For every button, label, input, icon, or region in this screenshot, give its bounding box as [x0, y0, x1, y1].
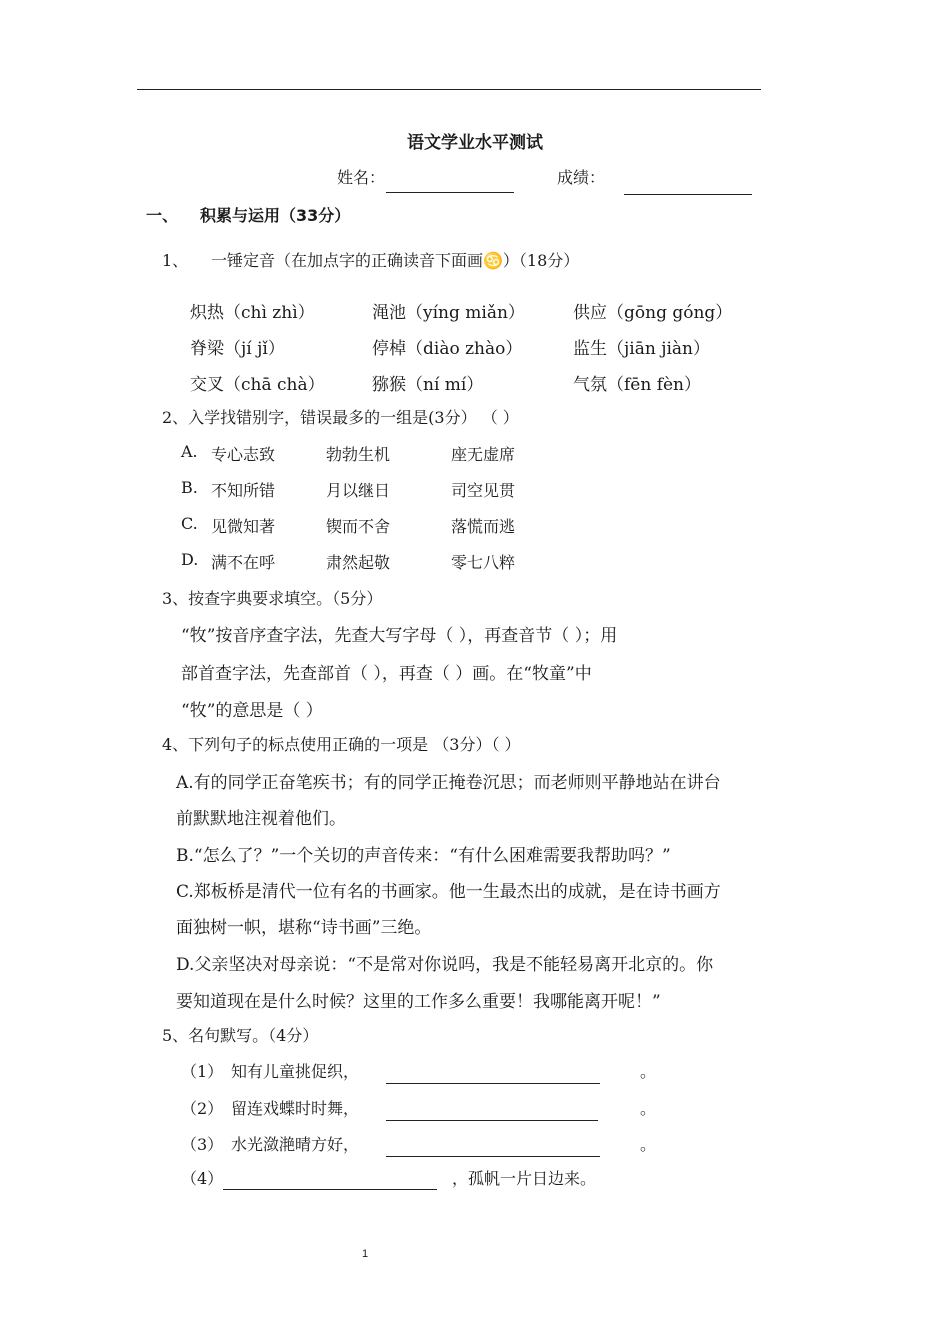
section-number: 一、 [146, 206, 179, 225]
score-blank[interactable] [624, 194, 752, 195]
q2-option-label: A. [181, 442, 198, 461]
q5-item-number: （3） [181, 1135, 224, 1154]
q1-item: 脊梁（jí jǐ） [190, 339, 285, 359]
q2-stem: 2、入学找错别字，错误最多的一组是(3分） （ ） [162, 408, 519, 427]
q4-line: 要知道现在是什么时候？这里的工作多么重要！我哪能离开呢！” [176, 992, 661, 1012]
section-title: 积累与运用（33分） [200, 206, 351, 225]
score-label: 成绩： [557, 168, 606, 187]
q2-option-label: B. [181, 478, 198, 497]
q2-option-word: 专心志致 [211, 445, 276, 464]
q5-item-number: （2） [181, 1099, 224, 1118]
q5-item-text: ，孤帆一片日边来。 [452, 1169, 597, 1188]
q2-option-word: 见微知著 [211, 517, 276, 536]
q4-line: 面独树一帜，堪称“诗书画”三绝。 [176, 918, 432, 938]
q3-stem: 3、按查字典要求填空。（5分） [162, 589, 383, 608]
q5-answer-blank[interactable] [386, 1083, 600, 1084]
q1-item: 监生（jiān jiàn） [573, 339, 710, 359]
q5-item-number: （4） [181, 1169, 224, 1188]
q1-stem: 一锤定音（在加点字的正确读音下面画♋）（18分） [211, 251, 580, 270]
q2-option-word: 月以继日 [326, 481, 391, 500]
q2-option-word: 不知所错 [211, 481, 276, 500]
q4-stem: 4、下列句子的标点使用正确的一项是 （3分）（ ） [162, 735, 521, 754]
q2-option-label: D. [181, 550, 199, 569]
q5-item-end: 。 [640, 1135, 657, 1154]
q5-item-end: 。 [640, 1062, 657, 1081]
q4-line: A.有的同学正奋笔疾书；有的同学正掩卷沉思；而老师则平静地站在讲台 [176, 773, 721, 793]
q1-number: 1、 [162, 251, 189, 270]
q3-line: “牧”的意思是（ ） [181, 701, 323, 721]
q2-option-label: C. [181, 514, 198, 533]
q2-option-word: 满不在呼 [211, 553, 276, 572]
q1-item: 供应（gōng góng） [573, 303, 733, 323]
q2-option-word: 座无虚席 [451, 445, 516, 464]
q2-option-word: 锲而不舍 [326, 517, 391, 536]
q1-item: 渑池（yíng miǎn） [372, 303, 525, 323]
q1-item: 交叉（chā chà） [190, 375, 325, 395]
q5-stem: 5、名句默写。（4分） [162, 1026, 319, 1045]
q5-item-text: 知有儿童挑促织， [231, 1062, 360, 1081]
q5-answer-blank[interactable] [223, 1189, 437, 1190]
q4-line: C.郑板桥是清代一位有名的书画家。他一生最杰出的成就，是在诗书画方 [176, 882, 721, 902]
header-rule [137, 89, 761, 90]
page-title: 语文学业水平测试 [407, 133, 543, 153]
q2-option-word: 落慌而逃 [451, 517, 516, 536]
q2-option-word: 司空见贯 [451, 481, 516, 500]
q5-item-number: （1） [181, 1062, 224, 1081]
q4-line: D.父亲坚决对母亲说：“不是常对你说吗，我是不能轻易离开北京的。你 [176, 955, 714, 975]
q2-option-word: 勃勃生机 [326, 445, 391, 464]
q5-item-text: 留连戏蝶时时舞， [231, 1099, 360, 1118]
q1-item: 气氛（fēn fèn） [573, 375, 702, 395]
q1-item: 猕猴（ní mí） [372, 375, 484, 395]
q5-item-end: 。 [640, 1099, 657, 1118]
q4-line: B.“怎么了？”一个关切的声音传来：“有什么困难需要我帮助吗？” [176, 846, 671, 866]
q3-line: “牧”按音序查字法，先查大写字母（ ），再查音节（ ）；用 [181, 626, 618, 646]
q5-answer-blank[interactable] [386, 1120, 598, 1121]
q1-item: 停棹（diào zhào） [372, 339, 523, 359]
q3-line: 部首查字法，先查部首（ ），再查（ ）画。在“牧童”中 [181, 664, 592, 684]
q5-answer-blank[interactable] [386, 1156, 600, 1157]
q4-line: 前默默地注视着他们。 [176, 809, 346, 829]
name-label: 姓名： [337, 168, 386, 187]
q5-item-text: 水光潋滟晴方好， [231, 1135, 360, 1154]
q1-item: 炽热（chì zhì） [190, 303, 315, 323]
page-number: 1 [361, 1248, 369, 1260]
name-blank[interactable] [386, 192, 514, 193]
q2-option-word: 肃然起敬 [326, 553, 391, 572]
q2-option-word: 零七八粹 [451, 553, 516, 572]
